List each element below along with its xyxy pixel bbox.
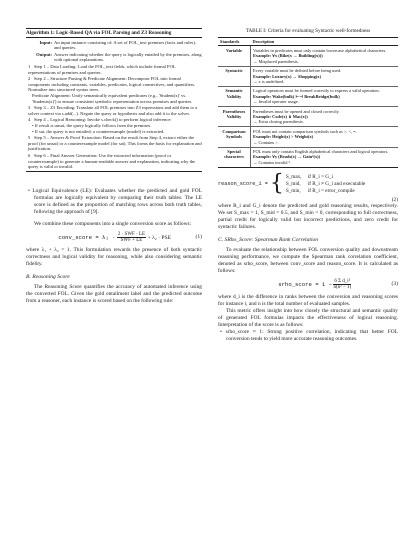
algorithm-step (26, 105, 202, 116)
criterion-example: Example: ∀x (Bike(x → Building(x))) (253, 53, 323, 59)
case-condition: if R_i ≠ G_i and executable (307, 180, 366, 187)
table-cell-description (251, 127, 399, 147)
table-cell-description (251, 46, 399, 66)
algorithm-step (26, 93, 202, 104)
eq1-denominator: SWF + LE (120, 237, 143, 243)
eq3-numerator: 6 Σ d_i² (334, 278, 351, 284)
output-label: Output: (36, 51, 52, 57)
table-row (218, 147, 398, 167)
step-text: Predicate Alignment: Unify semantically equivalent predicates (e.g., 'Student(x)' vs. 'Students(x)') to ensure consistent symbolic representation across premises and queries. (32, 93, 193, 104)
step-text: Step 4 – Logical Reasoning: Invoke s.check() to perform logical inference: (34, 117, 172, 123)
table-cell-standard: Variable (218, 46, 251, 66)
output-text: Answer indicating whether the query is logically entailed by the premises, along with optional explanations. (54, 51, 202, 63)
table-cell-description (251, 147, 399, 167)
table-header-row (218, 38, 398, 46)
eq2-lhs: reason_score_i = (218, 181, 268, 188)
algorithm-step (26, 64, 202, 75)
eq3-fraction (333, 279, 351, 290)
eq1-tag: (1) (195, 234, 202, 241)
eq3-tag: (3) (391, 281, 398, 288)
table-cell-standard: Comparison Symbols (218, 127, 251, 147)
table-header-standards: Standards (218, 38, 251, 46)
eq2-tag: (2) (391, 196, 398, 203)
left-brace-icon: { (269, 171, 284, 197)
step-number: 2 (28, 76, 31, 82)
eq2-case (286, 174, 365, 181)
eq1-lhs: conv_score = λ₁ · (58, 233, 116, 241)
reasoning-paragraph: The Reasoning Score quantifies the accuracy of automated inference using the converted FOL. Given the gold entailment label and the predicted outcome from a reasoner, each instance is scored based on the following rule: (26, 283, 202, 304)
case-value: S_mid, (285, 180, 301, 187)
step-number: 3 (28, 105, 31, 111)
step-number: 5 (28, 135, 31, 141)
table-cell-standard: Syntactic (218, 66, 251, 86)
criterion-text: FOL must not contain comparison symbols such as >, <, =. (253, 128, 357, 134)
criterion-example: Example: Wake(bulk) ⊢⊣ BreakBridge(bulk) (253, 93, 340, 99)
algorithm-step (26, 135, 202, 152)
eq3-lhs: srho_score = 1 − (278, 280, 332, 288)
criteria-table (218, 37, 398, 168)
table-cell-standard: Semantic Validity (218, 86, 251, 106)
combine-paragraph: We combine these components into a single conversion score as follows: (34, 220, 192, 227)
criterion-text: Parentheses must be opened and closed correctly. (253, 108, 340, 114)
table-row (218, 86, 398, 106)
equation-3-body (278, 279, 351, 290)
algorithm-step (26, 76, 202, 93)
after-eq1-paragraph: where λ₁ + λ₂ = 1. This formulation rewards the presence of both syntactic correctness and logical validity for reasoning, while also considering semantic fidelity. (26, 246, 202, 267)
case-condition: if R_i = G_i (307, 173, 334, 180)
table-row (218, 46, 398, 66)
criterion-result: → Extra closing parenthesis. (253, 119, 304, 125)
algorithm-title: Algorithm 1: Logic-Based QA via FOL Parsing and Z3 Reasoning (26, 29, 202, 38)
criterion-result: → x is undefined. (253, 78, 285, 84)
step-text: Step 1 – Data Loading: Load the FOL_text fields, which include formal FOL representations of premises and queries. (28, 64, 176, 75)
srho-bullet: • srho_score ≈ 1: Strong positive correlation, indicating that better FOL conversion tends to yield more accurate reasoning outcomes. (220, 328, 398, 342)
right-column (218, 28, 398, 343)
eq1-rhs: + λ₂ · PSE (147, 234, 172, 241)
table-cell-standard: Special characters (218, 147, 251, 167)
input-label: Input: (39, 39, 52, 45)
equation-2 (218, 171, 398, 197)
table-header-description: Description (251, 38, 399, 46)
eq2-case (286, 181, 365, 188)
criterion-text: Logical operators must be formed correctly to express a valid operation. (253, 88, 380, 94)
table-row (218, 127, 398, 147)
srho-paragraph: To evaluate the relationship between FOL conversion quality and downstream reasoning performance, we compute the Spearman rank correlation coefficient, denoted as srho_score, between conv_score and reason_score. It is calculated as follows: (218, 246, 398, 274)
equation-1 (26, 232, 202, 243)
table-cell-standard: Parentheses Validity (218, 107, 251, 127)
section-c-heading: C. SRho_Score: Spearman Rank Correlation (218, 236, 319, 243)
section-b-heading: B. Reasoning Score (26, 273, 70, 280)
left-column (26, 28, 202, 305)
step-text: Step 3 – Z3 Encoding: Translate all FOL premises into Z3 expressions and add them to a solver context via s.add(...). Negate the query or hypothesis and also add it to the solver. (28, 105, 198, 116)
eq3-denominator: n(n² − 1) (333, 284, 352, 290)
eq2-case (286, 188, 365, 195)
table-row (218, 66, 398, 86)
table-row (218, 107, 398, 127)
case-value: S_min, (285, 187, 301, 194)
step-number: 4 (28, 117, 31, 123)
equation-3 (218, 279, 398, 290)
metric-paragraph: This metric offers insight into how closely the structural and semantic quality of generated FOL formulas impacts the effectiveness of logical reasoning. Interpretation of the score is as follows: (218, 307, 398, 328)
algorithm-output (26, 52, 202, 63)
criterion-text: Every variable must be defined before being used. (253, 68, 342, 74)
criterion-result: → Invalid operator usage. (253, 99, 299, 105)
table-cell-description (251, 86, 399, 106)
criterion-result: → Misplaced parenthesis. (253, 58, 299, 64)
case-value: S_max, (285, 173, 302, 180)
criterion-example: Example: Code(x) ∧ Mac(x)) (253, 113, 308, 119)
algorithm-box (26, 28, 202, 172)
criterion-example: Example: ∀y (Reads(x) → Gain²(x)) (253, 154, 321, 160)
criterion-text: FOL must only contain English alphabetical characters and logical operators. (253, 149, 389, 154)
algorithm-body (26, 38, 202, 171)
le-bullet: • Logical Equivalence (LE): Evaluates whether the predicted and gold FOL formulas are logically equivalent by comparing their truth tables. The LE score is defined as the proportion of matching rows across both truth tables, following the approach of [9]. (28, 187, 202, 215)
eq1-fraction (117, 232, 146, 243)
step-text: Step 5 – Answer & Proof Extraction: Based on the result from Step 4, extract either the proof (for unsat) or a counterexample model (for sat). This forms the basis for explanation and justification. (28, 135, 202, 152)
criterion-result: → Contains >. (253, 139, 279, 145)
algorithm-step (26, 153, 202, 170)
algorithm-bullet: • If result is unsat, the query logically follows from the premises. (32, 123, 152, 129)
criterion-example: Example: Luxury(x) → Shopping(x) (253, 73, 321, 79)
step-number: 1 (28, 64, 31, 70)
equation-1-body (58, 232, 171, 243)
criterion-example: Example: Height(x) > Weight(x) (253, 134, 314, 140)
step-text: Step 2 – Structure Parsing & Predicate Alignment: Decompose FOL into formal components including constants, variables, predicates, logical connectives, and quantifiers. Normalize into structured syntax trees. (28, 76, 196, 93)
table-caption: TABLE I: Criteria for evaluating Syntactic well-formedness (245, 28, 371, 34)
criterion-text: Variables in predicates must only contain lowercase alphabetical characters. (253, 47, 387, 53)
eq2-cases (286, 174, 365, 195)
after-eq3-paragraph: where d_i is the difference in ranks between the conversion and reasoning scores for instance i, and n is the total number of evaluated samples. (218, 293, 398, 307)
criterion-result: → Contains invalid ². (253, 159, 291, 165)
algorithm-input (26, 40, 202, 51)
eq1-numerator: 2 · SWF · LE (117, 231, 146, 237)
table-cell-description (251, 107, 399, 127)
case-condition: if R_i = error_compile (307, 187, 355, 194)
algorithm-bullet: • If sat, the query is not entailed; a counterexample (model) is extracted. (32, 128, 165, 134)
table-cell-description (251, 66, 399, 86)
input-text: An input instance consisting of: A set of FOL_text premises (facts and rules), and queries. (54, 39, 196, 51)
after-eq2-paragraph: where R_i and G_i denote the predicted and gold reasoning results, respectively. We set S_max = 1, S_mid = 0.5, and S_min = 0, corresponding to full correctness, partial credit for logically valid but incorrect predictions, and zero credit for syntactic failures. (218, 202, 398, 230)
step-number: 6 (28, 152, 31, 158)
step-text: Step 6 – Final Answer Generation: Use the extracted information (proof or counterexample) to generate a human-readable answer and explanation, indicating why the query is valid or invalid. (28, 152, 196, 170)
